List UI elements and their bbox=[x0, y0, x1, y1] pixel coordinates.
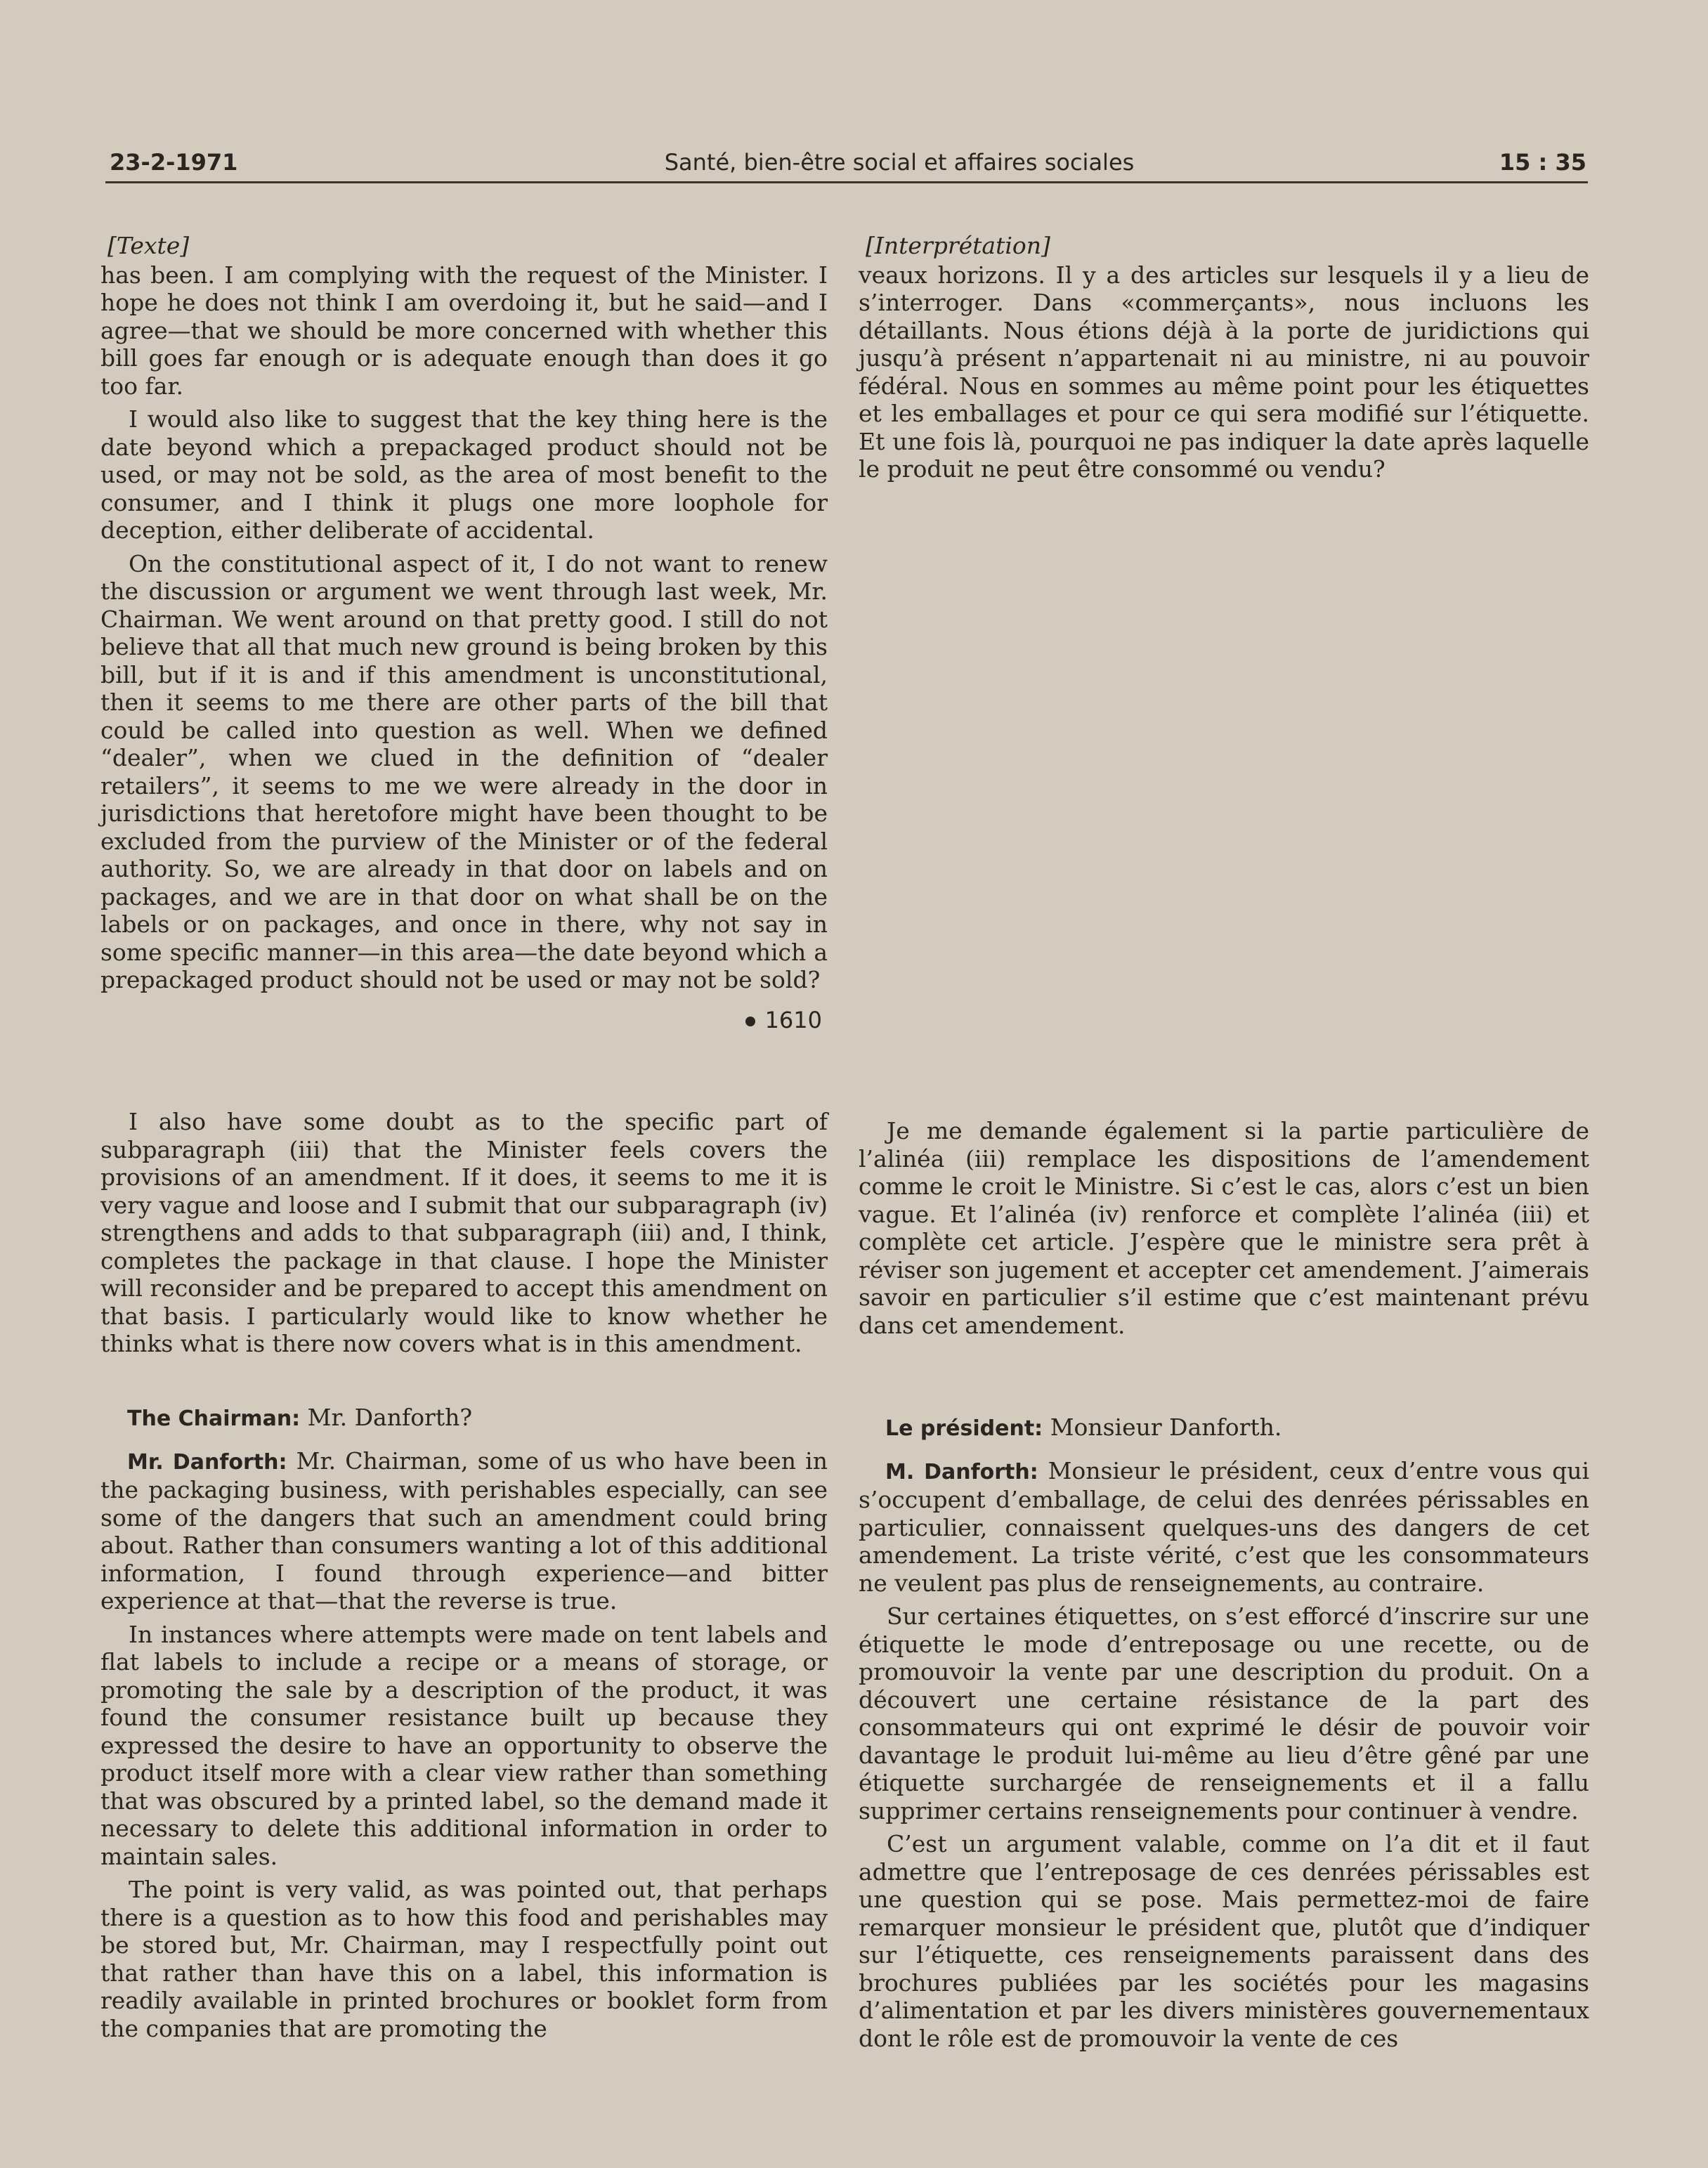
paragraph: has been. I am complying with the request of the Minister. I hope he does not think I am overdoing it, but he said—and I agree—that we should be more concerned with whether this bill goes far enough or is adequate enough than does it go too far. bbox=[100, 261, 828, 400]
speech-danforth bbox=[100, 1447, 828, 1615]
speaker-name: M. Danforth: bbox=[885, 1459, 1038, 1484]
paragraph: Je me demande également si la partie particulière de l’alinéa (iii) remplace les dispositions de l’amendement comme le croit le Ministre. Si c’est le cas, alors c’est un bien vague. Et l’alinéa (iv) renforce et complète l’alinéa (iii) et complète cet article. J’espère que le ministre sera prêt à réviser son jugement et accepter cet amendement. J’aimerais savoir en particulier s’il estime que c’est maintenant prévu dans cet amendement. bbox=[859, 1117, 1589, 1339]
speech-text: Mr. Danforth? bbox=[307, 1404, 473, 1431]
section-label-text: [Interprétation] bbox=[866, 232, 1050, 259]
bullet-icon bbox=[745, 1017, 755, 1026]
speaker-name: The Chairman: bbox=[127, 1406, 301, 1431]
speech-text: Monsieur Danforth. bbox=[1050, 1413, 1282, 1441]
english-column-bottom bbox=[100, 1404, 828, 2048]
paragraph: C’est un argument valable, comme on l’a dit et il faut admettre que l’entreposage de ces denrées périssables est une question qui se pose. Mais permettez-moi de faire remarquer monsieur le président que, plutôt que d’indiquer sur l’étiquette, ces renseignements paraissent dans des brochures publiées par les sociétés pour les magasins d’alimentation et par les divers ministères gouvernementaux dont le rôle est de promouvoir la vente de ces bbox=[859, 1830, 1589, 2052]
time-marker bbox=[100, 1007, 828, 1035]
header-page-number: 15 : 35 bbox=[1499, 149, 1586, 176]
speech-text: Monsieur le président, ceux d’entre vous qui s’occupent d’emballage, de celui des denrées périssables en particulier, connaissent quelques-uns des dangers de cet amendement. La triste vérité, c’est que les consommateurs ne veulent pas plus de renseignements, au contraire. bbox=[859, 1456, 1589, 1597]
speech-chairman bbox=[100, 1404, 828, 1433]
speaker-name: Le président: bbox=[885, 1416, 1043, 1441]
french-column-bottom bbox=[859, 1413, 1589, 2058]
french-column-middle bbox=[859, 1117, 1589, 1345]
paragraph: The point is very valid, as was pointed out, that perhaps there is a question as to how this food and perishables may be stored but, Mr. Chairman, may I respectfully point out that rather than have this on a label, this information is readily available in printed brochures or booklet form from the companies that are promoting the bbox=[100, 1876, 828, 2042]
speech-president bbox=[859, 1413, 1589, 1443]
english-column-middle bbox=[100, 1108, 828, 1364]
speech-danforth-fr bbox=[859, 1457, 1589, 1598]
paragraph: I also have some doubt as to the specific part of subparagraph (iii) that the Minister feels covers the provisions of an amendment. If it does, it seems to me it is very vague and loose and I submit that our subparagraph (iv) strengthens and adds to that subparagraph (iii) and, I think, completes the package in that clause. I hope the Minister will reconsider and be prepared to accept this amendment on that basis. I particularly would like to know whether he thinks what is there now covers what is in this amendment. bbox=[100, 1108, 828, 1357]
paragraph: In instances where attempts were made on tent labels and flat labels to include a recipe or a means of storage, or promoting the sale by a description of the product, it was found the consumer resistance built up because they expressed the desire to have an opportunity to observe the product itself more with a clear view rather than something that was obscured by a printed label, so the demand made it necessary to delete this additional information in order to maintain sales. bbox=[100, 1620, 828, 1870]
speaker-name: Mr. Danforth: bbox=[127, 1449, 287, 1475]
paragraph: On the constitutional aspect of it, I do not want to renew the discussion or argument we went through last week, Mr. Chairman. We went around on that pretty good. I still do not believe that all that much new ground is being broken by this bill, but if it is and if this amendment is unconstitutional, then it seems to me there are other parts of the bill that could be called into question as well. When we defined “dealer”, when we clued in the definition of “dealer retailers”, it seems to me we were already in the door in jurisdictions that heretofore might have been thought to be excluded from the purview of the Minister or of the federal authority. So, we are already in that door on labels and on packages, and we are in that door on what shall be on the labels or on packages, and once in there, why not say in some specific manner—in this area—the date beyond which a prepackaged product should not be used or may not be sold? bbox=[100, 549, 828, 993]
page-header bbox=[105, 146, 1588, 183]
header-date: 23-2-1971 bbox=[110, 149, 238, 176]
speech-text: Mr. Chairman, some of us who have been in the packaging business, with perishables especially, can see some of the dangers that such an amendment could bring about. Rather than consumers wanting a lot of this additional information, I found through experience—and bitter experience at that—that the reverse is true. bbox=[100, 1447, 828, 1614]
paragraph: Sur certaines étiquettes, on s’est efforcé d’inscrire sur une étiquette le mode d’entreposage ou une recette, ou de promouvoir la vente par une description du produit. On a découvert une certaine résistance de la part des consommateurs qui ont exprimé le désir de pouvoir voir davantage le produit lui-même au lieu d’être gêné par une étiquette surchargée de renseignements et il a fallu supprimer certains renseignements pour continuer à vendre. bbox=[859, 1602, 1589, 1824]
paragraph: veaux horizons. Il y a des articles sur lesquels il y a lieu de s’interroger. Dans «commerçants», nous incluons les détaillants. Nous étions déjà à la porte de juridictions qui jusqu’à présent n’appartenait ni au ministre, ni au pouvoir fédéral. Nous en sommes au même point pour les étiquettes et les emballages et pour ce qui sera modifié sur l’étiquette. Et une fois là, pourquoi ne pas indiquer la date après laquelle le produit ne peut être consommé ou vendu? bbox=[859, 261, 1589, 483]
paragraph: I would also like to suggest that the key thing here is the date beyond which a prepackaged product should not be used, or may not be sold, as the area of most benefit to the consumer, and I think it plugs one more loophole for deception, either deliberate of accidental. bbox=[100, 405, 828, 544]
french-column-top bbox=[859, 232, 1589, 489]
time-marker-text: 1610 bbox=[764, 1006, 822, 1033]
header-title: Santé, bien-être social et affaires sociales bbox=[664, 149, 1135, 176]
english-column-top bbox=[100, 232, 828, 1040]
section-label-text: [Texte] bbox=[107, 232, 190, 259]
